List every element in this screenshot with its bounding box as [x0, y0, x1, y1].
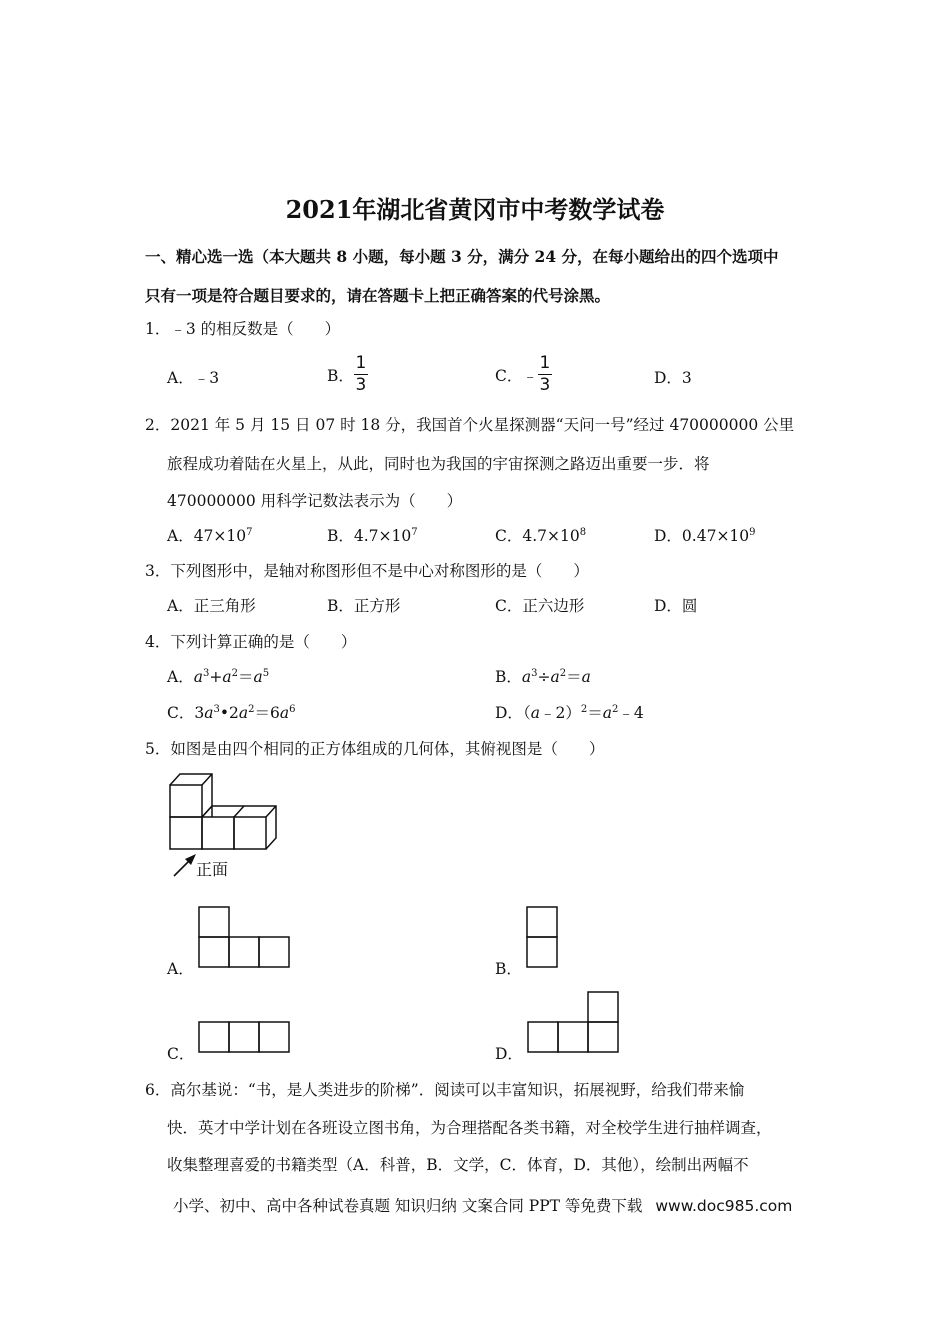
q1-option-b: B． $\frac{1}{3}$: [327, 353, 367, 395]
q4-option-b: B．$a^3\div a^2=a$: [495, 667, 591, 686]
q1-option-a: A．﹣3: [167, 369, 220, 387]
q6-line3: 收集整理喜爱的书籍类型（A．科普，B．文学，C．体育，D．其他），绘制出两幅不: [167, 1156, 749, 1174]
q5-option-b: B．: [495, 960, 522, 978]
q5-option-c-figure: [198, 1021, 292, 1055]
q6-line1: 6．高尔基说：“书，是人类进步的阶梯”．阅读可以丰富知识，拓展视野，给我们带来愉: [145, 1081, 745, 1099]
arrow-icon: [172, 852, 198, 878]
q1-option-d: D．3: [654, 369, 692, 387]
q2-line2: 旅程成功着陆在火星上，从此，同时也为我国的宇宙探测之路迈出重要一步．将: [167, 455, 710, 473]
section-heading-line2: 只有一项是符合题目要求的，请在答题卡上把正确答案的代号涂黑。: [145, 286, 611, 305]
q2-line1: 2．2021 年 5 月 15 日 07 时 18 分，我国首个火星探测器“天问一号”经过 470000000 公里: [145, 416, 795, 434]
page-footer: [173, 1194, 792, 1216]
q5-option-b-figure: [526, 906, 560, 970]
q3-option-d: D．圆: [654, 597, 698, 615]
footer-link[interactable]: www.doc985.com: [655, 1197, 793, 1215]
q6-line2: 快．英才中学计划在各班设立图书角，为合理搭配各类书籍，对全校学生进行抽样调查，: [167, 1119, 772, 1137]
q1-stem: 1．﹣3 的相反数是（ ）: [145, 320, 341, 338]
q5-option-a: A．: [167, 960, 194, 978]
section-heading-line1: 一、精心选一选（本大题共 8 小题，每小题 3 分，满分 24 分，在每小题给出的四个选项中: [145, 247, 779, 266]
q5-option-d-figure: [527, 991, 621, 1055]
q3-stem: 3．下列图形中，是轴对称图形但不是中心对称图形的是（ ）: [145, 562, 589, 580]
q2-option-b: B．$4.7\times 10^7$: [327, 526, 418, 545]
q2-option-c: C．$4.7\times 10^8$: [495, 526, 587, 545]
q3-option-c: C．正六边形: [495, 597, 585, 615]
q5-option-d: D．: [495, 1045, 523, 1063]
q5-option-a-figure: [198, 906, 292, 970]
exam-title: 2021年湖北省黄冈市中考数学试卷: [285, 195, 665, 224]
q4-option-a: A．$a^3+a^2=a^5$: [167, 667, 270, 686]
footer-text: 小学、初中、高中各种试卷真题 知识归纳 文案合同 PPT 等免费下载: [173, 1197, 643, 1215]
q2-option-d: D．$0.47\times 10^9$: [654, 526, 756, 545]
q4-stem: 4．下列计算正确的是（ ）: [145, 633, 357, 651]
q1-option-c: C．﹣ $\frac{1}{3}$: [495, 353, 551, 395]
q5-option-c: C．: [167, 1045, 195, 1063]
q5-stem: 5．如图是由四个相同的正方体组成的几何体，其俯视图是（ ）: [145, 740, 605, 758]
q4-option-c: C．$3a^3•2a^2=6a^6$: [167, 703, 296, 722]
q3-option-b: B．正方形: [327, 597, 401, 615]
q2-option-a: A．$47\times 10^7$: [167, 526, 253, 545]
q2-line3: 470000000 用科学记数法表示为（ ）: [167, 492, 463, 510]
q4-option-d: D．$(a﹣2)^2=a^2﹣4$: [495, 703, 644, 722]
front-view-label: 正面: [196, 860, 229, 879]
q3-option-a: A．正三角形: [167, 597, 256, 615]
